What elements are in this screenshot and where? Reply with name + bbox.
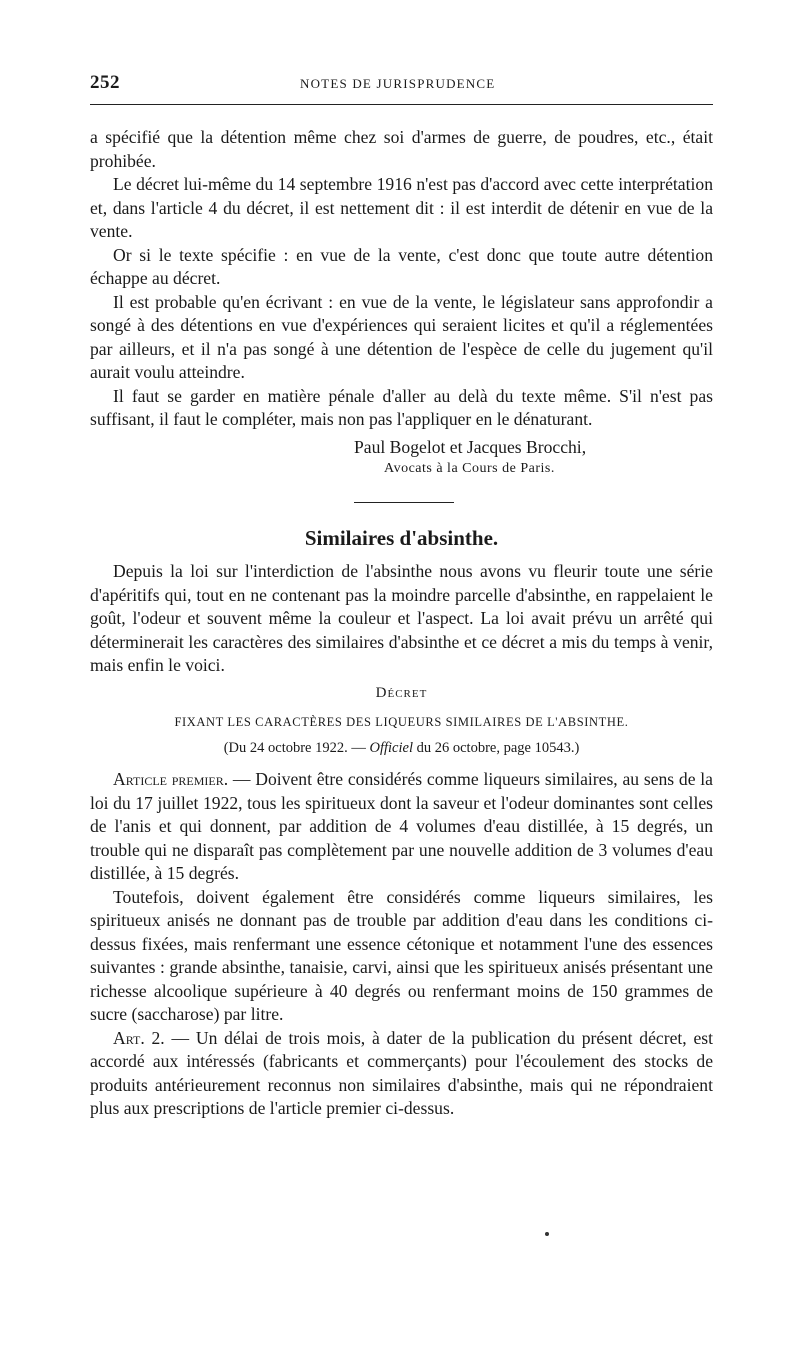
- decree-date-journal: Officiel: [369, 739, 413, 756]
- decree-subheading: FIXANT LES CARACTÈRES DES LIQUEURS SIMILAIRES DE L'ABSINTHE.: [174, 715, 629, 729]
- decree-date-prefix: (Du 24 octobre 1922. —: [223, 739, 366, 756]
- article-1-text: — Doivent être considérés comme liqueurs similaires, au sens de la loi du 17 juillet 1922, tous les spiritueux dont la saveur et l'odeur dominantes sont celles de l'anis et qui donnent, par addition de 4 volumes d'eau distillée, à 15 degrés, un trouble qui ne disparaît pas complètement par une nouvelle addition de 3 volumes d'eau distillée, à 15 degrés.: [90, 769, 713, 883]
- paragraph-matiere-penale: Il faut se garder en matière pénale d'aller au delà du texte même. S'il n'est pas suffisant, il faut le compléter, mais non pas l'appliquer en le dénaturant.: [90, 385, 713, 429]
- signature-affiliation: Avocats à la Cours de Paris.: [384, 460, 555, 476]
- article-2-label: Art. 2.: [113, 1027, 165, 1048]
- page-body: [90, 126, 713, 1121]
- article-1-label: Article premier.: [113, 769, 229, 789]
- running-head: NOTES DE JURISPRUDENCE: [300, 76, 496, 91]
- section-title: Similaires d'absinthe.: [304, 525, 499, 550]
- section-intro: Depuis la loi sur l'interdiction de l'absinthe nous avons vu fleurir toute une série d'apéritifs qui, tout en ne contenant pas la moindre parcelle d'absinthe, en rappelaient le goût, l'odeur et souvent même la couleur et l'aspect. La loi avait prévu un arrêté qui déterminerait les caractères des similaires d'absinthe et ce décret a mis du temps à venir, mais enfin le voici.: [90, 561, 713, 675]
- article-2-text: — Un délai de trois mois, à dater de la publication du présent décret, est accordé aux intéressés (fabricants et commerçants) pour l'écoulement des stocks de produits antérieurement reconnus non similaires d'absinthe, mais qui ne répondraient plus aux prescriptions de l'article premier ci-dessus.: [90, 1027, 713, 1118]
- paragraph-texte-specifie: Or si le texte spécifie : en vue de la vente, c'est donc que toute autre détention échappe au décret.: [90, 244, 713, 288]
- paragraph-continuation: a spécifié que la détention même chez soi d'armes de guerre, de poudres, etc., était prohibée.: [90, 127, 713, 171]
- paragraph-decret-1916: Le décret lui-même du 14 septembre 1916 n'est pas d'accord avec cette interprétation et, dans l'article 4 du décret, il est nettement dit : il est interdit de détenir en vue de la vente.: [90, 174, 713, 241]
- article-1: [90, 768, 713, 886]
- article-1-paragraph-2: Toutefois, doivent également être considérés comme liqueurs similaires, les spiritueux anisés ne donnant pas de trouble par addition d'eau dans les conditions ci-dessus fixées, mais renfermant une essence cétonique et notamment l'une des essences suivantes : grande absinthe, tanaisie, carvi, ainsi que les spiritueux anisés présentant une richesse alcoolique supérieure à 40 degrés ou renfermant moins de 150 grammes de sucre (saccharose) par litre.: [90, 886, 713, 1024]
- signature-authors: Paul Bogelot et Jacques Brocchi,: [354, 436, 587, 457]
- page-number: 252: [90, 72, 120, 93]
- page-header: [90, 72, 713, 96]
- decree-date: [90, 737, 713, 761]
- section-divider: [354, 502, 454, 503]
- paragraph-legislateur: Il est probable qu'en écrivant : en vue de la vente, le législateur sans approfondir a songé à des détentions en vue d'expériences qui seraient licites et qu'il a réglementées par ailleurs, et il n'a pas songé à une détention de l'espèce de celle du jugement qu'il aurait voulu atteindre.: [90, 291, 713, 382]
- stray-mark: [545, 1232, 549, 1236]
- header-rule: [90, 104, 713, 105]
- article-2: [90, 1027, 713, 1121]
- decree-date-suffix: du 26 octobre, page 10543.): [416, 739, 580, 756]
- decree-heading: Décret: [375, 684, 428, 701]
